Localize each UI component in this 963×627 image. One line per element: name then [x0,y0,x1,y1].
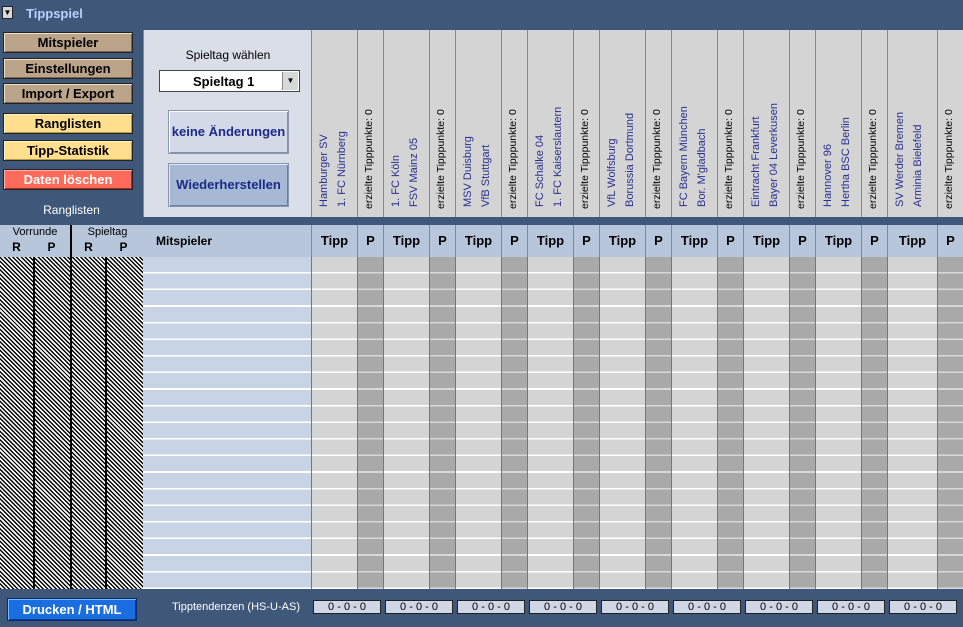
vorrunde-r-label: R [12,240,21,254]
match-teams [672,30,717,217]
tendenz-label: Tipptendenzen (HS-U-AS) [172,601,300,613]
p-column [645,257,671,589]
points-label: erzielte Tipppunkte: 0 [363,109,375,209]
rank-divider [70,257,72,589]
tipp-column[interactable] [455,257,501,589]
home-team: Hannover 96 [822,144,834,207]
tipp-header: Tipp [455,225,501,257]
tipp-header: Tipp [671,225,717,257]
match-header-9 [887,30,937,217]
tendenz-value: 0 - 0 - 0 [889,600,957,614]
points-label: erzielte Tipppunkte: 0 [651,109,663,209]
points-header-1 [357,30,383,217]
p-header: P [429,225,455,257]
tipp-header: Tipp [815,225,861,257]
tipp-column[interactable] [887,257,937,589]
points-header-9 [937,30,963,217]
match-header-8 [815,30,861,217]
tipp-header: Tipp [311,225,357,257]
chevron-down-icon[interactable]: ▼ [3,8,12,17]
vorrunde-p-label: P [47,240,56,254]
spieltag-panel [143,30,311,217]
points-header-2 [429,30,455,217]
home-team: VfL Wolfsburg [606,138,618,207]
match-header-4 [527,30,573,217]
tipp-column[interactable] [527,257,573,589]
app-title: Tippspiel [26,6,83,21]
mitspieler-column-header: Mitspieler [143,225,311,257]
tipp-header: Tipp [599,225,645,257]
away-team: Arminia Bielefeld [912,124,924,207]
points-header-8 [861,30,887,217]
away-team: VfB Stuttgart [480,144,492,207]
spieltag-p-label: P [119,240,128,254]
p-header: P [645,225,671,257]
p-header: P [789,225,815,257]
spieltag-r-label: R [84,240,93,254]
tendenz-value: 0 - 0 - 0 [313,600,381,614]
away-team: Hertha BSC Berlin [840,117,852,207]
tipp-statistik-button[interactable]: Tipp-Statistik [3,140,133,161]
away-team: 1. FC Kaiserslautern [552,106,564,207]
match-teams [744,30,789,217]
points-header-3 [501,30,527,217]
away-team: Bor. M'gladbach [696,128,708,207]
p-column [357,257,383,589]
import-export-button[interactable]: Import / Export [3,83,133,104]
tendenz-value: 0 - 0 - 0 [673,600,741,614]
match-header-5 [599,30,645,217]
rank-divider [105,257,107,589]
match-teams [456,30,501,217]
home-team: 1. FC Köln [390,155,402,207]
vorrunde-label: Vorrunde [12,226,58,238]
rank-divider [70,225,72,257]
daten-loeschen-button[interactable]: Daten löschen [3,169,133,190]
tendenz-value: 0 - 0 - 0 [529,600,597,614]
print-html-button[interactable]: Drucken / HTML [7,598,137,621]
p-column [501,257,527,589]
tipp-header: Tipp [383,225,429,257]
match-header-3 [455,30,501,217]
points-header-6 [717,30,743,217]
chevron-down-icon[interactable]: ▼ [282,72,298,90]
keine-aenderungen-button[interactable]: keine Änderungen [168,110,289,154]
tipp-column[interactable] [383,257,429,589]
p-header: P [501,225,527,257]
home-team: FC Bayern München [678,106,690,207]
match-header-7 [743,30,789,217]
points-header-4 [573,30,599,217]
p-column [717,257,743,589]
away-team: FSV Mainz 05 [408,137,420,207]
points-header-7 [789,30,815,217]
tendenz-value: 0 - 0 - 0 [745,600,813,614]
mitspieler-button[interactable]: Mitspieler [3,32,133,53]
p-header: P [573,225,599,257]
match-teams [384,30,429,217]
ranglisten-section-label: Ranglisten [43,203,100,217]
p-header: P [717,225,743,257]
points-label: erzielte Tipppunkte: 0 [723,109,735,209]
away-team: Bayer 04 Leverkusen [768,103,780,207]
wiederherstellen-button[interactable]: Wiederherstellen [168,163,289,207]
match-header-1 [311,30,357,217]
tipp-header: Tipp [743,225,789,257]
points-label: erzielte Tipppunkte: 0 [579,109,591,209]
spieltag-label: Spieltag wählen [185,48,271,62]
tendenz-value: 0 - 0 - 0 [817,600,885,614]
tipp-column[interactable] [599,257,645,589]
home-team: MSV Duisburg [462,136,474,207]
home-team: SV Werder Bremen [894,111,906,207]
tipp-column[interactable] [743,257,789,589]
match-teams [888,30,937,217]
tendenz-value: 0 - 0 - 0 [457,600,525,614]
p-header: P [861,225,887,257]
match-header-6 [671,30,717,217]
match-teams [312,30,357,217]
p-column [573,257,599,589]
p-column [789,257,815,589]
p-column [937,257,963,589]
rank-header [0,225,143,257]
home-team: Hamburger SV [318,134,330,207]
match-header-2 [383,30,429,217]
points-header-5 [645,30,671,217]
spieltag-select-value: Spieltag 1 [193,74,255,89]
home-team: Eintracht Frankfurt [750,116,762,207]
match-teams [528,30,573,217]
ranglisten-button[interactable]: Ranglisten [3,113,133,134]
rank-divider [33,257,35,589]
tendenz-value: 0 - 0 - 0 [385,600,453,614]
points-label: erzielte Tipppunkte: 0 [943,109,955,209]
points-label: erzielte Tipppunkte: 0 [435,109,447,209]
p-column [861,257,887,589]
tipp-header: Tipp [527,225,573,257]
tipp-column[interactable] [671,257,717,589]
title-bar [0,0,963,28]
tipp-column[interactable] [815,257,861,589]
match-teams [816,30,861,217]
p-column [429,257,455,589]
spieltag-select[interactable] [159,70,300,92]
tendenz-value: 0 - 0 - 0 [601,600,669,614]
match-teams [600,30,645,217]
points-label: erzielte Tipppunkte: 0 [867,109,879,209]
p-header: P [357,225,383,257]
points-label: erzielte Tipppunkte: 0 [795,109,807,209]
p-header: P [937,225,963,257]
tipp-header: Tipp [887,225,937,257]
away-team: Borussia Dortmund [624,112,636,207]
spieltag-column-label: Spieltag [87,226,128,238]
tipp-column[interactable] [311,257,357,589]
away-team: 1. FC Nürnberg [336,131,348,207]
points-label: erzielte Tipppunkte: 0 [507,109,519,209]
einstellungen-button[interactable]: Einstellungen [3,58,133,79]
home-team: FC Schalke 04 [534,134,546,207]
